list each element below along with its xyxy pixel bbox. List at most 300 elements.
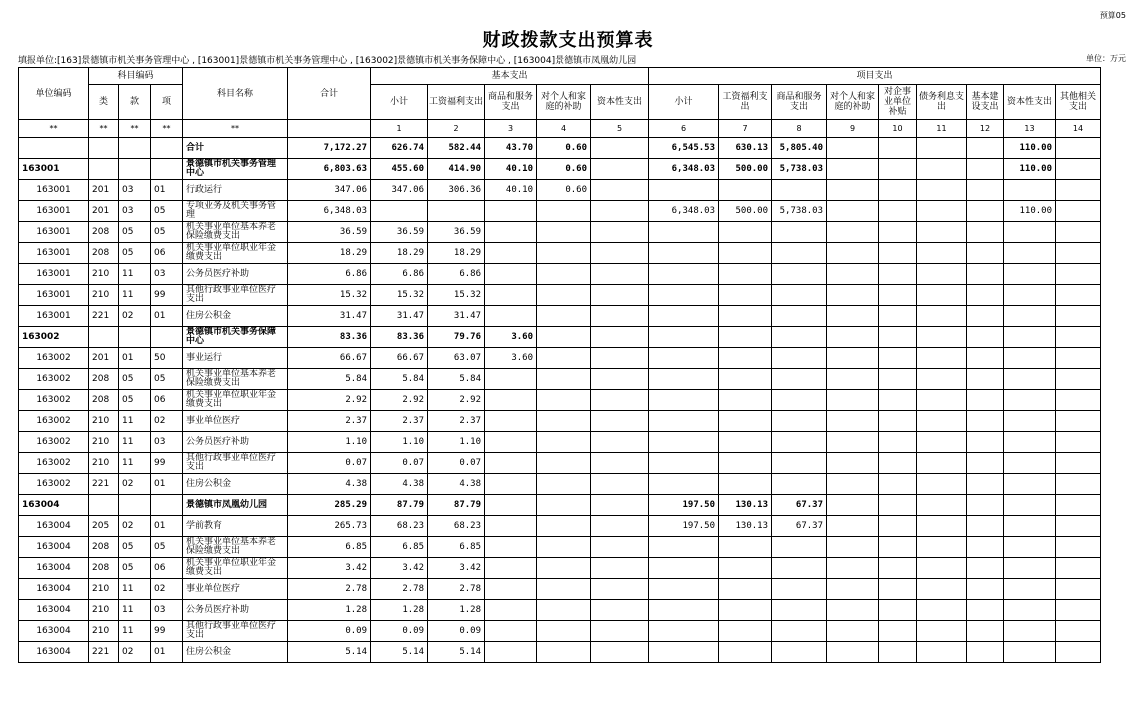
amount-cell	[1004, 222, 1056, 243]
amount-cell	[879, 600, 917, 621]
amount-cell	[719, 327, 772, 348]
amount-cell	[827, 159, 879, 180]
amount-cell	[1056, 180, 1101, 201]
subject-name-cell: 景德镇市机关事务保障中心	[183, 327, 288, 348]
amount-cell	[879, 390, 917, 411]
amount-cell: 0.60	[537, 138, 591, 159]
amount-cell: 4.38	[428, 474, 485, 495]
amount-cell	[537, 390, 591, 411]
amount-cell	[537, 348, 591, 369]
amount-cell	[485, 306, 537, 327]
code-cell: 11	[119, 264, 151, 285]
code-cell: 163004	[19, 600, 89, 621]
amount-cell	[537, 579, 591, 600]
amount-cell: 1.10	[428, 432, 485, 453]
amount-cell	[591, 579, 649, 600]
amount-cell	[917, 474, 967, 495]
amount-cell: 197.50	[649, 495, 719, 516]
code-cell: 210	[89, 621, 119, 642]
amount-cell	[1056, 579, 1101, 600]
amount-cell	[1056, 306, 1101, 327]
amount-cell	[371, 201, 428, 222]
amount-cell: 2.78	[428, 579, 485, 600]
amount-cell	[1056, 138, 1101, 159]
amount-cell	[485, 432, 537, 453]
amount-cell	[719, 264, 772, 285]
amount-cell	[1004, 621, 1056, 642]
amount-cell	[719, 600, 772, 621]
amount-cell	[917, 558, 967, 579]
table-row	[19, 180, 1101, 201]
index-cell: 3	[485, 120, 537, 138]
amount-cell: 0.07	[371, 453, 428, 474]
amount-cell: 66.67	[288, 348, 371, 369]
amount-cell: 15.32	[288, 285, 371, 306]
table-row	[19, 369, 1101, 390]
subject-name-cell: 合计	[183, 138, 288, 159]
table-row	[19, 390, 1101, 411]
amount-cell	[772, 222, 827, 243]
amount-cell	[967, 558, 1004, 579]
header-project-col: 对个人和家庭的补助	[827, 85, 879, 120]
subject-name-cell: 行政运行	[183, 180, 288, 201]
amount-cell: 4.38	[371, 474, 428, 495]
amount-cell	[1004, 411, 1056, 432]
amount-cell: 68.23	[428, 516, 485, 537]
amount-cell	[827, 516, 879, 537]
amount-cell	[1056, 474, 1101, 495]
header-row-1	[19, 68, 1101, 85]
amount-cell	[591, 495, 649, 516]
amount-cell: 6.85	[371, 537, 428, 558]
index-cell: **	[151, 120, 183, 138]
amount-cell	[827, 285, 879, 306]
amount-cell	[917, 138, 967, 159]
amount-cell	[967, 579, 1004, 600]
amount-cell	[967, 411, 1004, 432]
amount-cell	[1004, 579, 1056, 600]
amount-cell	[649, 453, 719, 474]
header-subject-name: 科目名称	[183, 68, 288, 120]
amount-cell: 0.07	[288, 453, 371, 474]
amount-cell	[827, 474, 879, 495]
table-row	[19, 621, 1101, 642]
amount-cell	[1056, 621, 1101, 642]
header-xiang: 项	[151, 85, 183, 120]
table-row	[19, 306, 1101, 327]
code-cell	[119, 159, 151, 180]
amount-cell	[485, 558, 537, 579]
amount-cell	[917, 537, 967, 558]
header-subject-code: 科目编码	[89, 68, 183, 85]
code-cell: 221	[89, 474, 119, 495]
amount-cell	[1004, 558, 1056, 579]
amount-cell: 87.79	[428, 495, 485, 516]
amount-cell	[428, 201, 485, 222]
amount-cell: 347.06	[371, 180, 428, 201]
subject-name-cell: 事业单位医疗	[183, 411, 288, 432]
code-cell: 163002	[19, 474, 89, 495]
amount-cell: 110.00	[1004, 138, 1056, 159]
code-cell: 163001	[19, 285, 89, 306]
amount-cell	[649, 285, 719, 306]
amount-cell	[649, 222, 719, 243]
amount-cell: 130.13	[719, 516, 772, 537]
amount-cell: 67.37	[772, 516, 827, 537]
amount-cell	[772, 474, 827, 495]
amount-cell	[485, 579, 537, 600]
code-cell: 208	[89, 537, 119, 558]
amount-cell	[1056, 285, 1101, 306]
table-row	[19, 600, 1101, 621]
amount-cell	[967, 327, 1004, 348]
table-row	[19, 642, 1101, 663]
amount-cell	[537, 537, 591, 558]
amount-cell: 6,348.03	[649, 159, 719, 180]
amount-cell: 31.47	[428, 306, 485, 327]
amount-cell	[719, 390, 772, 411]
amount-cell	[827, 222, 879, 243]
amount-cell	[1056, 516, 1101, 537]
subject-name-cell: 住房公积金	[183, 306, 288, 327]
code-cell: 01	[119, 348, 151, 369]
amount-cell: 40.10	[485, 180, 537, 201]
subject-name-cell: 景德镇市凤凰幼儿园	[183, 495, 288, 516]
amount-cell	[649, 348, 719, 369]
code-cell: 210	[89, 264, 119, 285]
amount-cell	[967, 180, 1004, 201]
filing-unit-info: 填报单位:[163]景德镇市机关事务管理中心 , [163001]景德镇市机关事务管理中心 , [163002]景德镇市机关事务保障中心 , [163004]景德镇市凤凰幼儿园	[18, 56, 637, 66]
code-cell: 163002	[19, 432, 89, 453]
amount-cell: 347.06	[288, 180, 371, 201]
amount-cell: 582.44	[428, 138, 485, 159]
subject-name-cell: 公务员医疗补助	[183, 600, 288, 621]
code-cell: 163004	[19, 621, 89, 642]
table-row	[19, 201, 1101, 222]
amount-cell	[827, 642, 879, 663]
amount-cell	[537, 411, 591, 432]
amount-cell	[719, 642, 772, 663]
code-cell: 163001	[19, 306, 89, 327]
code-cell: 02	[119, 642, 151, 663]
amount-cell	[485, 285, 537, 306]
code-cell: 11	[119, 579, 151, 600]
table-row	[19, 453, 1101, 474]
code-cell: 201	[89, 348, 119, 369]
amount-cell	[827, 600, 879, 621]
amount-cell	[827, 138, 879, 159]
amount-cell	[649, 621, 719, 642]
amount-cell: 15.32	[371, 285, 428, 306]
amount-cell: 1.28	[428, 600, 485, 621]
header-basic: 基本支出	[371, 68, 649, 85]
amount-cell	[537, 222, 591, 243]
amount-cell	[879, 201, 917, 222]
amount-cell	[719, 243, 772, 264]
code-cell	[119, 495, 151, 516]
amount-cell: 500.00	[719, 159, 772, 180]
amount-cell	[879, 327, 917, 348]
amount-cell	[967, 474, 1004, 495]
amount-cell	[827, 348, 879, 369]
table-row	[19, 579, 1101, 600]
amount-cell: 3.42	[371, 558, 428, 579]
amount-cell	[967, 138, 1004, 159]
amount-cell: 2.92	[371, 390, 428, 411]
amount-cell	[827, 390, 879, 411]
amount-cell	[772, 558, 827, 579]
amount-cell	[591, 264, 649, 285]
amount-cell	[967, 642, 1004, 663]
amount-cell: 5,738.03	[772, 159, 827, 180]
filing-unit-line	[18, 53, 1126, 66]
amount-cell	[1004, 327, 1056, 348]
subject-name-cell: 其他行政事业单位医疗支出	[183, 453, 288, 474]
code-cell: 163002	[19, 453, 89, 474]
subject-name-cell: 机关事业单位基本养老保险缴费支出	[183, 537, 288, 558]
amount-cell	[1004, 285, 1056, 306]
amount-cell	[591, 327, 649, 348]
code-cell: 210	[89, 285, 119, 306]
amount-cell	[591, 159, 649, 180]
amount-cell	[1004, 348, 1056, 369]
amount-cell	[1056, 495, 1101, 516]
code-cell: 163001	[19, 264, 89, 285]
amount-cell	[917, 369, 967, 390]
amount-cell	[719, 621, 772, 642]
amount-cell	[591, 600, 649, 621]
code-cell	[89, 138, 119, 159]
amount-cell	[485, 390, 537, 411]
amount-cell: 66.67	[371, 348, 428, 369]
header-project-col: 其他相关支出	[1056, 85, 1101, 120]
amount-cell: 130.13	[719, 495, 772, 516]
amount-cell	[1056, 558, 1101, 579]
code-cell: 163002	[19, 327, 89, 348]
amount-cell	[649, 432, 719, 453]
amount-cell	[649, 411, 719, 432]
header-basic-col: 工资福利支出	[428, 85, 485, 120]
amount-cell	[719, 474, 772, 495]
header-project-col: 商品和服务支出	[772, 85, 827, 120]
amount-cell	[879, 621, 917, 642]
code-cell	[89, 327, 119, 348]
amount-cell	[1004, 537, 1056, 558]
code-cell: 05	[119, 537, 151, 558]
code-cell: 05	[151, 201, 183, 222]
code-cell	[119, 138, 151, 159]
amount-cell: 7,172.27	[288, 138, 371, 159]
amount-cell	[772, 432, 827, 453]
amount-cell: 0.60	[537, 180, 591, 201]
amount-cell	[719, 306, 772, 327]
amount-cell	[967, 495, 1004, 516]
code-cell	[119, 327, 151, 348]
amount-cell	[827, 327, 879, 348]
amount-cell	[719, 222, 772, 243]
code-cell: 208	[89, 243, 119, 264]
amount-cell	[772, 348, 827, 369]
code-cell: 163004	[19, 579, 89, 600]
code-cell: 210	[89, 411, 119, 432]
index-cell: 2	[428, 120, 485, 138]
amount-cell	[772, 600, 827, 621]
amount-cell	[772, 621, 827, 642]
amount-cell	[485, 495, 537, 516]
amount-cell	[879, 264, 917, 285]
amount-cell	[917, 306, 967, 327]
amount-cell	[967, 264, 1004, 285]
amount-cell	[827, 621, 879, 642]
amount-cell: 18.29	[288, 243, 371, 264]
amount-cell	[917, 243, 967, 264]
amount-cell	[917, 579, 967, 600]
amount-cell	[719, 180, 772, 201]
table-row	[19, 222, 1101, 243]
amount-cell: 110.00	[1004, 201, 1056, 222]
amount-cell	[485, 474, 537, 495]
amount-cell	[591, 306, 649, 327]
amount-cell: 5,805.40	[772, 138, 827, 159]
amount-cell: 626.74	[371, 138, 428, 159]
index-row	[19, 120, 1101, 138]
amount-cell: 6.85	[288, 537, 371, 558]
amount-cell	[1056, 264, 1101, 285]
amount-cell	[772, 369, 827, 390]
index-cell	[288, 120, 371, 138]
code-cell: 11	[119, 285, 151, 306]
amount-cell: 5,738.03	[772, 201, 827, 222]
amount-cell	[879, 285, 917, 306]
amount-cell: 36.59	[428, 222, 485, 243]
amount-cell	[1004, 369, 1056, 390]
index-cell: 5	[591, 120, 649, 138]
index-cell: 1	[371, 120, 428, 138]
amount-cell	[591, 453, 649, 474]
code-cell: 01	[151, 516, 183, 537]
amount-cell	[591, 474, 649, 495]
amount-cell	[537, 201, 591, 222]
amount-cell	[485, 411, 537, 432]
budget-table	[18, 67, 1101, 663]
amount-cell	[591, 516, 649, 537]
amount-cell: 83.36	[371, 327, 428, 348]
amount-cell	[772, 285, 827, 306]
amount-cell: 5.84	[288, 369, 371, 390]
amount-cell: 3.60	[485, 327, 537, 348]
amount-cell	[967, 201, 1004, 222]
amount-cell: 68.23	[371, 516, 428, 537]
amount-cell: 0.07	[428, 453, 485, 474]
amount-cell	[772, 264, 827, 285]
amount-cell	[649, 264, 719, 285]
amount-cell	[967, 285, 1004, 306]
subject-name-cell: 机关事业单位职业年金缴费支出	[183, 243, 288, 264]
amount-cell	[967, 453, 1004, 474]
amount-cell	[649, 306, 719, 327]
amount-cell	[1056, 159, 1101, 180]
amount-cell	[772, 306, 827, 327]
code-cell: 163004	[19, 642, 89, 663]
code-cell: 11	[119, 432, 151, 453]
amount-cell	[1004, 495, 1056, 516]
amount-cell	[591, 621, 649, 642]
amount-cell: 5.14	[371, 642, 428, 663]
index-cell: **	[89, 120, 119, 138]
amount-cell	[917, 642, 967, 663]
amount-cell: 306.36	[428, 180, 485, 201]
index-cell: 13	[1004, 120, 1056, 138]
amount-cell	[649, 327, 719, 348]
code-cell: 163002	[19, 411, 89, 432]
amount-cell: 1.28	[371, 600, 428, 621]
header-project-col: 债务利息支出	[917, 85, 967, 120]
amount-cell	[591, 642, 649, 663]
header-project-col: 小计	[649, 85, 719, 120]
amount-cell	[772, 411, 827, 432]
amount-cell	[879, 369, 917, 390]
header-unit-code: 单位编码	[19, 68, 89, 120]
table-row	[19, 537, 1101, 558]
amount-cell: 4.38	[288, 474, 371, 495]
amount-cell: 6,348.03	[649, 201, 719, 222]
amount-cell	[591, 285, 649, 306]
amount-cell: 197.50	[649, 516, 719, 537]
table-row	[19, 348, 1101, 369]
amount-cell	[827, 180, 879, 201]
amount-cell	[591, 138, 649, 159]
amount-cell	[967, 306, 1004, 327]
amount-cell	[827, 558, 879, 579]
code-cell: 01	[151, 180, 183, 201]
code-cell: 163004	[19, 537, 89, 558]
amount-cell	[591, 558, 649, 579]
subject-name-cell: 住房公积金	[183, 642, 288, 663]
code-cell: 03	[151, 600, 183, 621]
amount-cell: 18.29	[428, 243, 485, 264]
amount-cell	[967, 600, 1004, 621]
amount-cell: 6.86	[428, 264, 485, 285]
amount-cell	[1004, 600, 1056, 621]
amount-cell	[827, 537, 879, 558]
amount-cell	[485, 537, 537, 558]
header-project-col: 基本建设支出	[967, 85, 1004, 120]
amount-cell	[827, 264, 879, 285]
code-cell	[151, 138, 183, 159]
amount-cell	[1004, 474, 1056, 495]
amount-cell	[827, 432, 879, 453]
amount-cell	[917, 390, 967, 411]
amount-cell	[879, 579, 917, 600]
amount-cell	[537, 474, 591, 495]
code-cell: 163002	[19, 348, 89, 369]
amount-cell	[879, 222, 917, 243]
code-cell: 05	[119, 222, 151, 243]
amount-cell	[537, 369, 591, 390]
amount-cell: 0.09	[428, 621, 485, 642]
code-cell: 05	[151, 369, 183, 390]
amount-cell	[649, 243, 719, 264]
subject-name-cell: 事业运行	[183, 348, 288, 369]
amount-cell	[1056, 222, 1101, 243]
code-cell: 06	[151, 390, 183, 411]
amount-cell: 1.28	[288, 600, 371, 621]
header-project: 项目支出	[649, 68, 1101, 85]
code-cell: 163001	[19, 201, 89, 222]
amount-cell	[879, 306, 917, 327]
amount-cell: 1.10	[371, 432, 428, 453]
code-cell: 05	[151, 537, 183, 558]
